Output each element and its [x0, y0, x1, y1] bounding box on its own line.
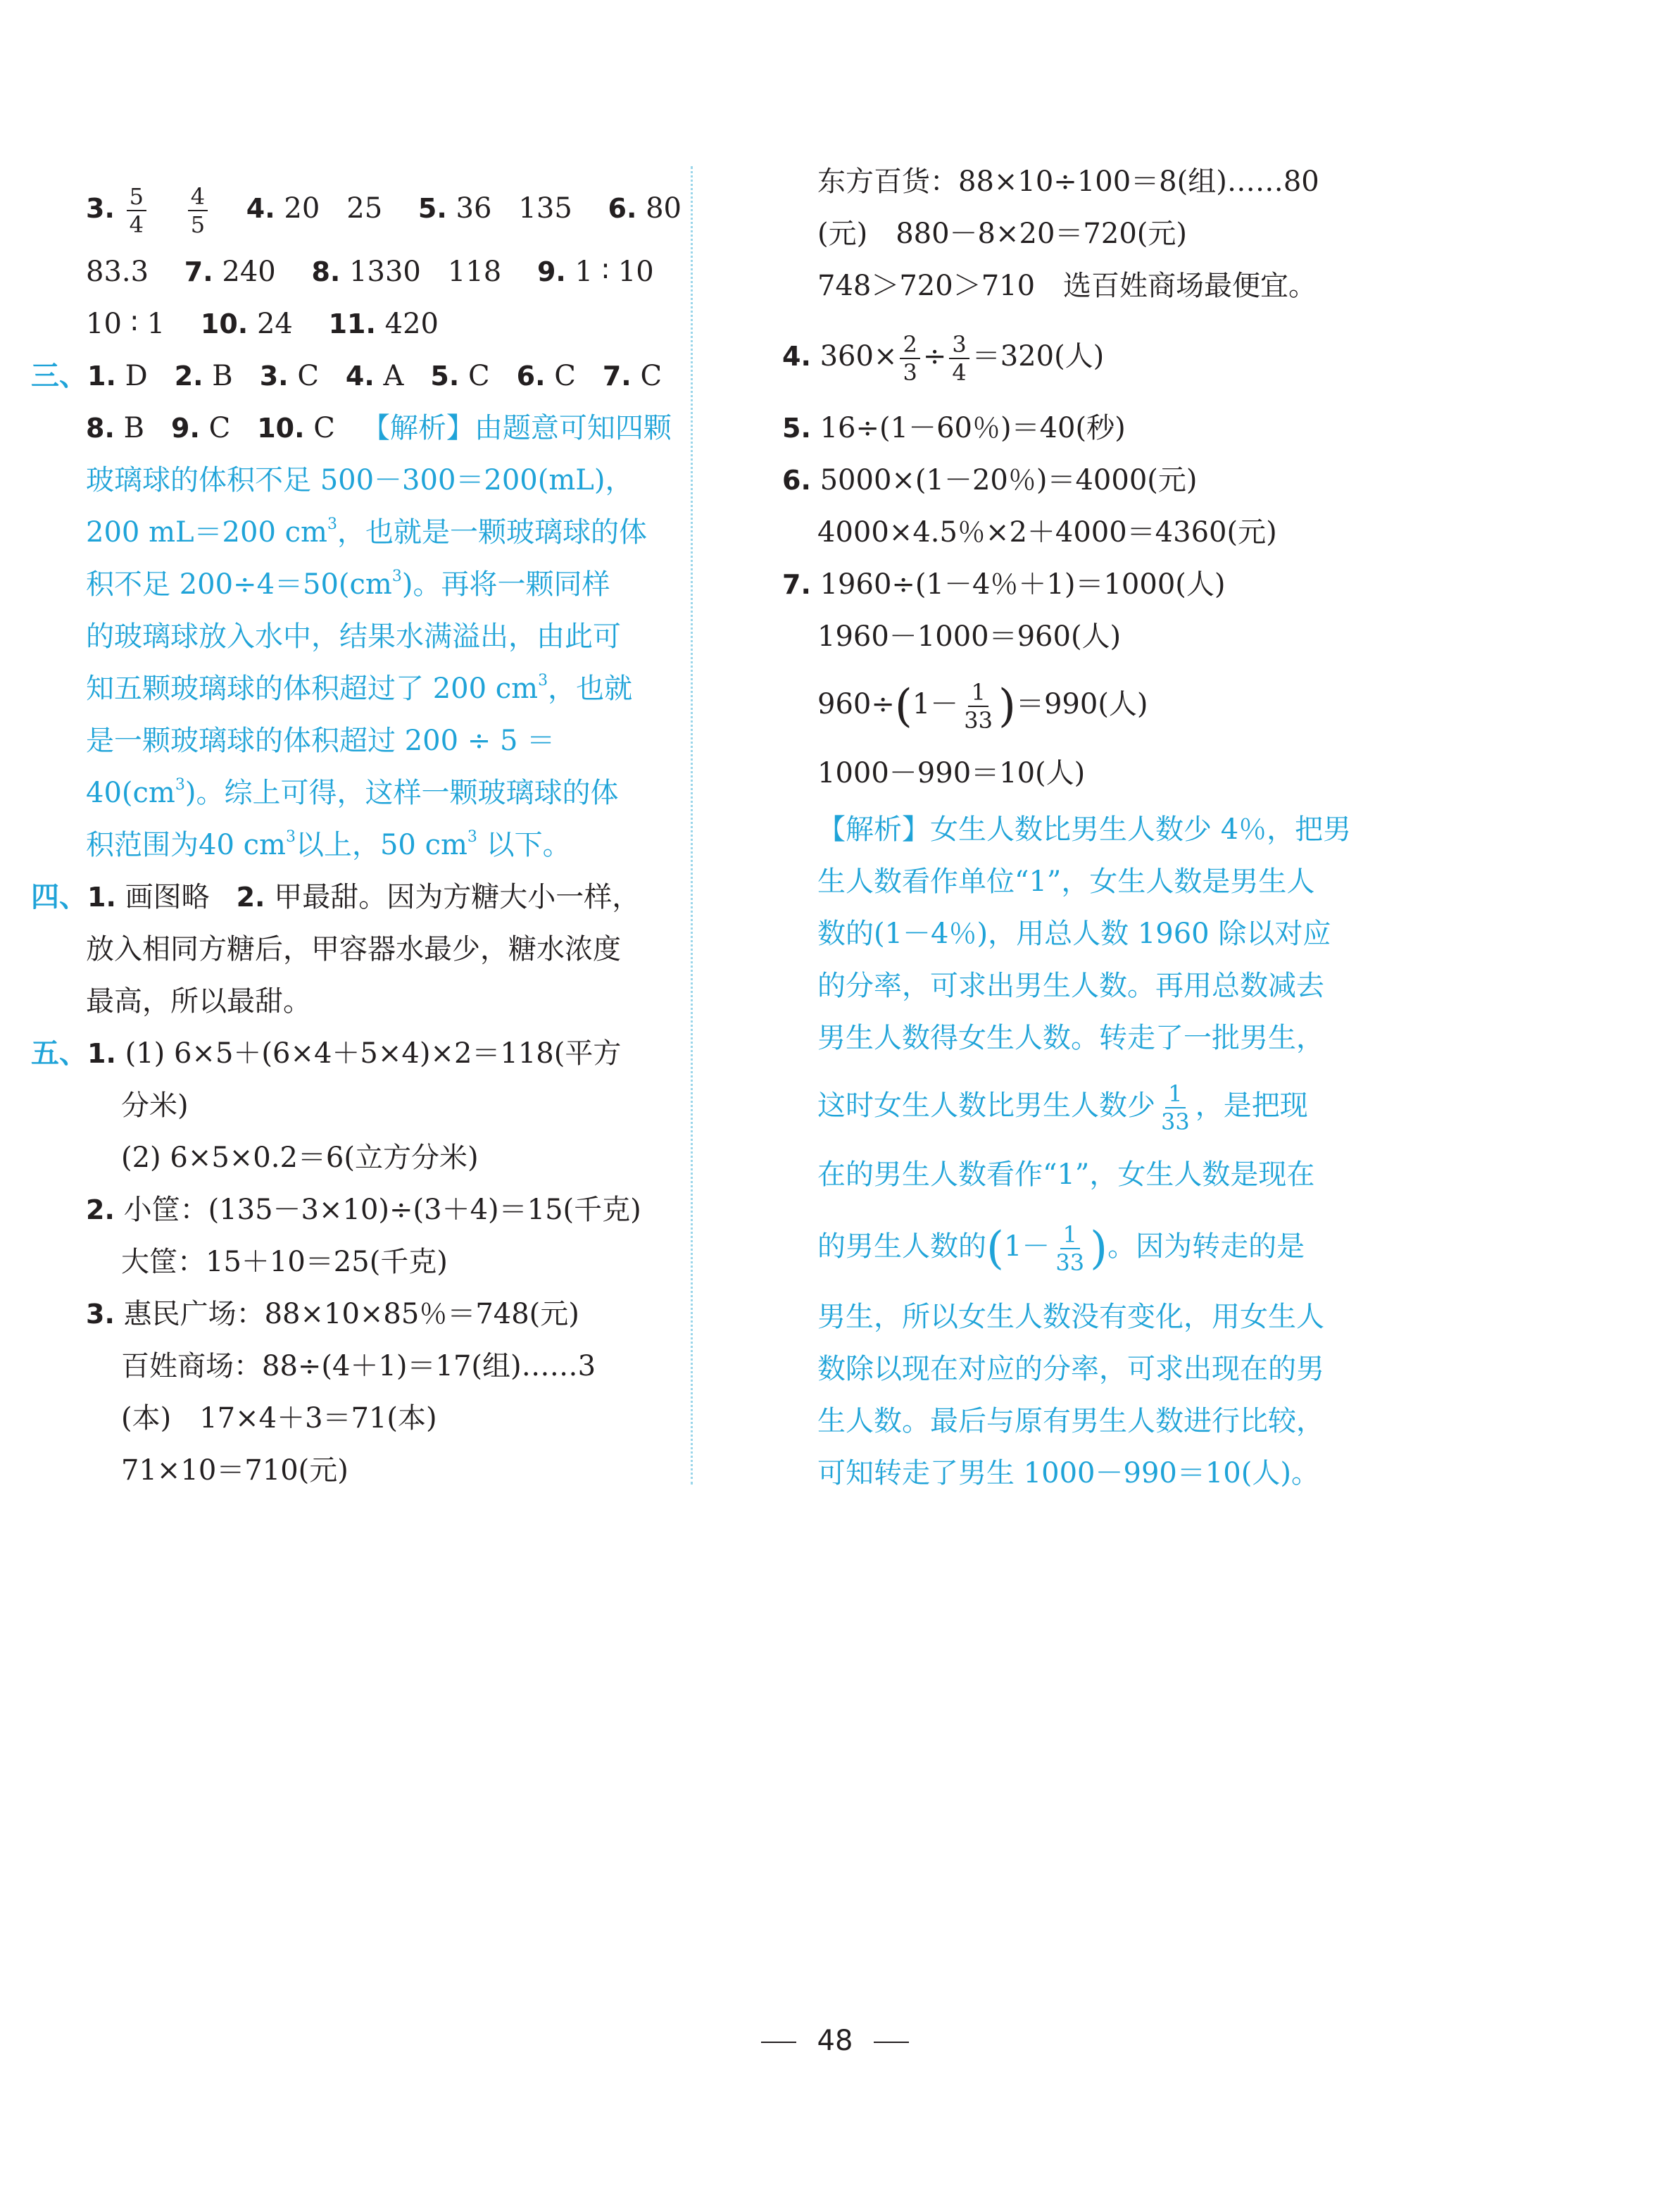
column-divider: [691, 166, 693, 1485]
answer-q5: 5. 16÷(1－60％)＝40(秒): [782, 412, 1126, 444]
answer-q4: 4. 360× $\frac{2}{3}$ ÷ $\frac{3}{4}$ ＝320(人): [782, 331, 1105, 386]
section-4: 四、1. 画图略 2. 甲最甜。因为方糖大小一样，: [31, 881, 641, 913]
page-number-dash-right: [874, 2042, 909, 2043]
answer-q7: 7. 1960÷(1－4％＋1)＝1000(人): [782, 568, 1226, 601]
answer-line-3-6: 3. $\frac{5}{4}$ $\frac{4}{5}$ 4. 20 25 5. 36 135 6. 80: [86, 183, 682, 238]
answer-q6: 6. 5000×(1－20％)＝4000(元): [782, 464, 1198, 496]
answer-line-9-11: 10 ∶ 1 10. 24 11. 420: [86, 308, 439, 340]
section-3-choices: 三、1. D 2. B 3. C 4. A 5. C 6. C 7. C: [31, 360, 663, 392]
page-number: 48: [0, 2025, 1670, 2057]
answer-line-6-9: 83.3 7. 240 8. 1330 118 9. 1 ∶ 10: [86, 256, 654, 288]
page-number-dash-left: [761, 2042, 796, 2043]
fraction: $\frac{5}{4}$: [127, 183, 146, 238]
section-5-q3: 3. 惠民广场：88×10×85％＝748(元): [86, 1298, 579, 1330]
section-3-choices-2: 8. B 9. C 10. C 【解析】由题意可知四颗: [86, 412, 672, 444]
section-5-q1: 五、1. (1) 6×5＋(6×4＋5×4)×2＝118(平方: [31, 1037, 622, 1070]
fraction: $\frac{4}{5}$: [188, 183, 208, 238]
analysis-text: 【解析】由题意可知四颗: [361, 412, 672, 444]
section-5-q2: 2. 小筐：(135－3×10)÷(3＋4)＝15(千克): [86, 1194, 641, 1226]
